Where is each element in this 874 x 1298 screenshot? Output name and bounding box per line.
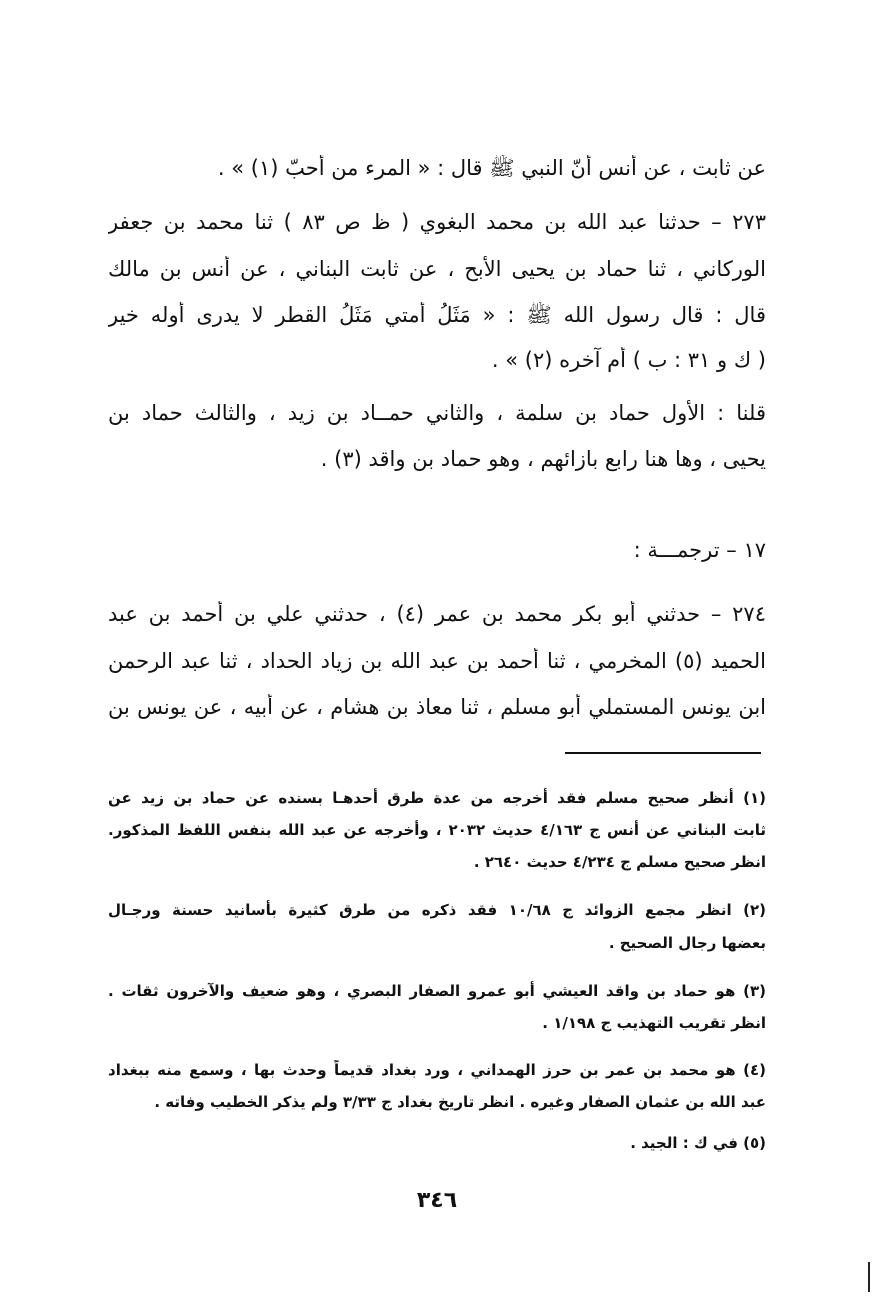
- footnote-line: عبد الله بن عثمان الصفار وغيره . انظر تاريخ بغداد ج ٣/٣٣ ولم يذكر الخطيب وفاته .: [154, 1093, 766, 1111]
- text-line-7: يحيى ، وها هنا رابع بازائهم ، وهو حماد بن واقد (٣) .: [320, 447, 766, 471]
- footnote-line: انظر تقريب التهذيب ج ١/١٩٨ .: [542, 1014, 766, 1032]
- text-line-8: ٢٧٤ – حدثني أبو بكر محمد بن عمر (٤) ، حدثني علي بن أحمد بن عبد: [108, 602, 766, 626]
- text-line-10: ابن يونس المستملي أبو مسلم ، ثنا معاذ بن هشام ، عن أبيه ، عن يونس بن: [108, 695, 766, 719]
- footnote-line: (١) أنظر صحيح مسلم فقد أخرجه من عدة طرق أحدهـا بسنده عن حماد بن زيد عن: [108, 789, 766, 807]
- footnote-line: بعضها رجال الصحيح .: [608, 934, 766, 952]
- scan-edge-mark: [868, 1262, 870, 1292]
- footnote-line: (٤) هو محمد بن عمر بن حرز الهمداني ، ورد بغداد قديماً وحدث بها ، وسمع منه ببغداد: [108, 1061, 766, 1079]
- text-line-9: الحميد (٥) المخرمي ، ثنا أحمد بن عبد الله بن زياد الحداد ، ثنا عبد الرحمن: [108, 649, 766, 673]
- text-line-5: ( ك و ٣١ : ب ) أم آخره (٢) » .: [491, 348, 766, 372]
- text-line-2: ٢٧٣ – حدثنا عبد الله بن محمد البغوي ( ظ ص ٨٣ ) ثنا محمد بن جعفر: [108, 210, 766, 234]
- footnote-line: انظر صحيح مسلم ج ٤/٢٣٤ حديث ٢٦٤٠ .: [473, 853, 766, 871]
- footnote-line: (٣) هو حماد بن واقد العيشي أبو عمرو الصفار البصري ، وهو ضعيف والآخرون ثقات .: [108, 982, 766, 1000]
- footnote-line: (٢) انظر مجمع الزوائد ج ١٠/٦٨ فقد ذكره من طرق كثيرة بأسانيد حسنة ورجـال: [108, 901, 766, 919]
- page-number: ٣٤٦: [416, 1188, 458, 1213]
- text-line-6: قلنا : الأول حماد بن سلمة ، والثاني حمــاد بن زيد ، والثالث حماد بن: [108, 401, 766, 425]
- text-line-4: قال : قال رسول الله ﷺ : « مَثَلُ أمتي مَثَلُ القطر لا يدرى أوله خير: [108, 303, 766, 327]
- footnote-line: ثابت البناني عن أنس ج ٤/١٦٣ حديث ٢٠٣٢ ، وأخرجه عن عبد الله بنفس اللفظ المذكور.: [108, 821, 766, 839]
- section-heading: ١٧ – ترجمـــة :: [633, 538, 766, 562]
- footnote-line: (٥) في ك : الجيد .: [630, 1134, 766, 1152]
- text-line-3: الوركاني ، ثنا حماد بن يحيى الأبح ، عن ثابت البناني ، عن أنس بن مالك: [108, 257, 766, 281]
- text-line-1: عن ثابت ، عن أنس أنّ النبي ﷺ قال : « المرء من أحبّ (١) » .: [217, 156, 766, 180]
- footnote-divider: [565, 752, 761, 754]
